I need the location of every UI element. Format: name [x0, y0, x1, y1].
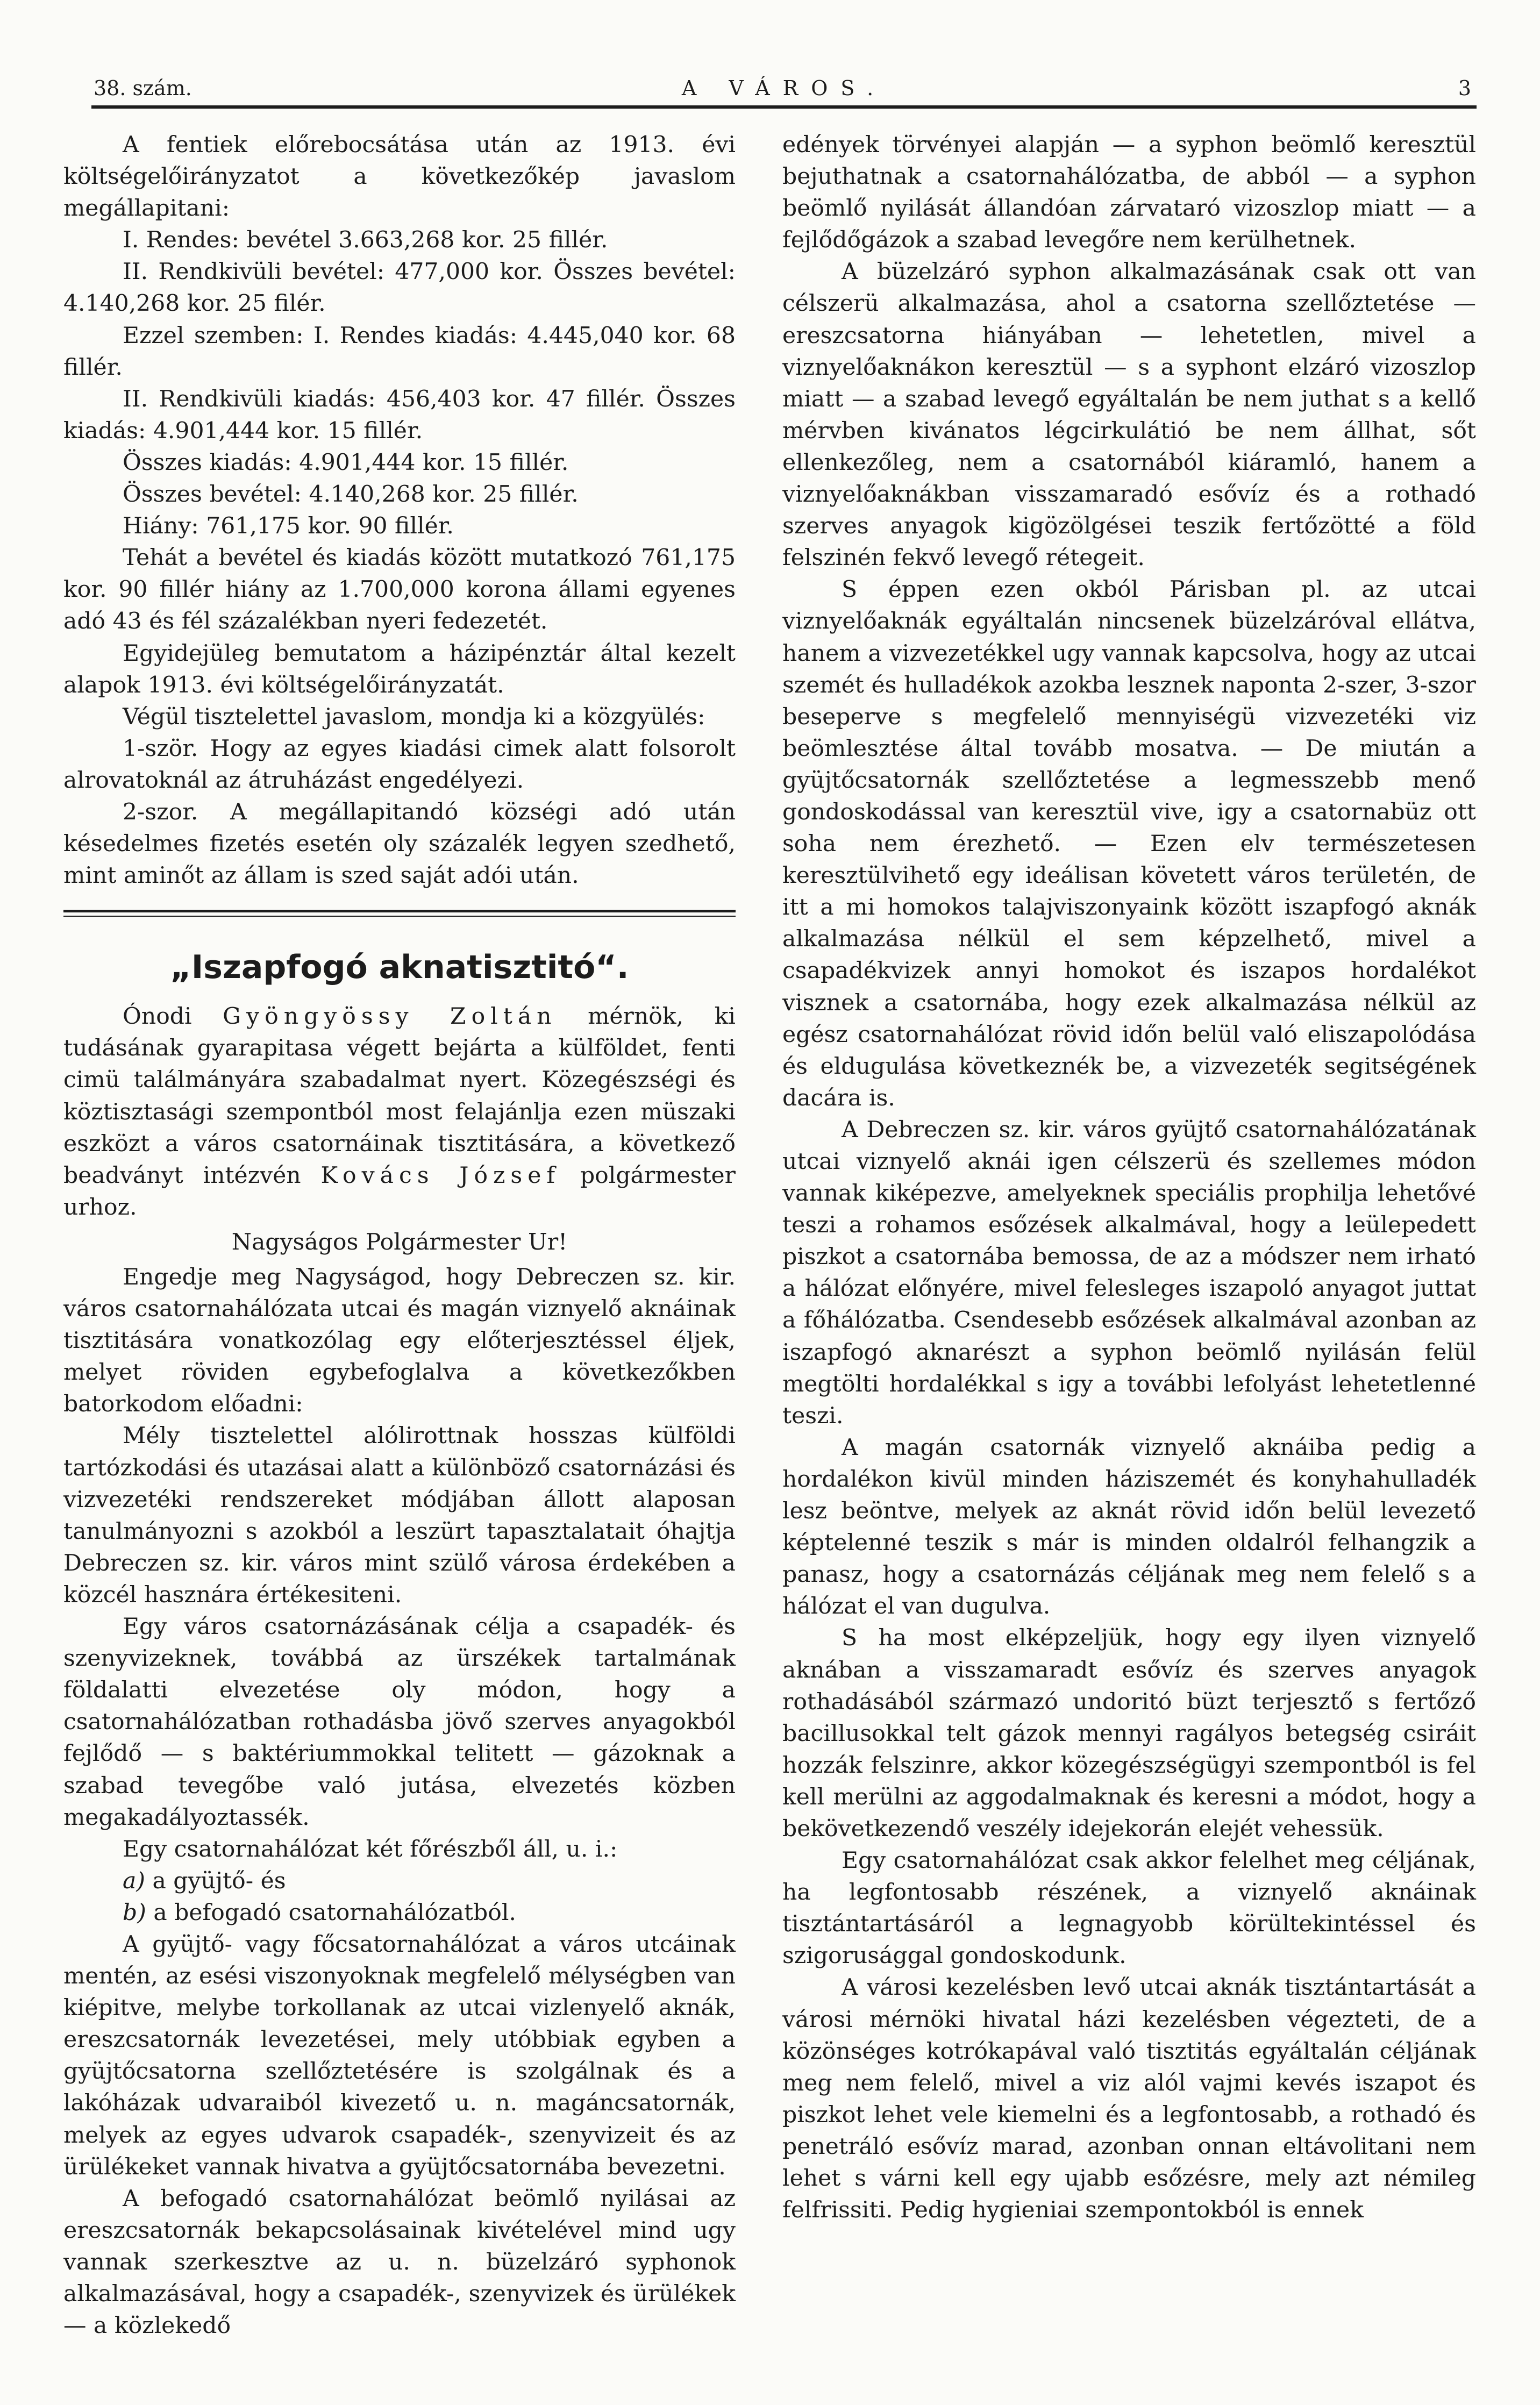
lead-text: Ónodi — [123, 1003, 192, 1030]
paragraph: A befogadó csatornahálózat beömlő nyilásai az ereszcsatornák bekapcsolásainak kivételével mind ugy vannak szerkesztve az u. n. büzelzáró syphonok alkalmazásával, hogy a csapadék-, szenyvizek és ürülékek — a közlekedő — [63, 2185, 736, 2339]
paragraph: Tehát a bevétel és kiadás között mutatkozó 761,175 kor. 90 fillér hiány az 1.700,000 korona állami egyenes adó 43 és fél százalékban nyeri fedezetét. — [63, 545, 736, 635]
paragraph: Egy város csatornázásának célja a csapadék- és szenyvizeknek, továbbá az ürszékek tartalmának földalatti elvezetése oly módon, hogy a csatornahálózatban rothadásba jövő szerves anyagokból fejlődő — s baktériummokkal telitett — gázoknak a szabad tevegőbe való jutása, elvezetés közben megakadályoztassék. — [63, 1614, 736, 1831]
budget-line: Összes bevétel: 4.140,268 kor. 25 fillér. — [123, 481, 579, 508]
newspaper-title: A VÁROS. — [681, 76, 887, 100]
paragraph: 1-ször. Hogy az egyes kiadási cimek alatt folsorolt alrovatoknál az átruházást engedélyezi. — [63, 735, 736, 794]
budget-line: Ezzel szemben: I. Rendes kiadás: 4.445,040 kor. 68 fillér. — [63, 322, 736, 381]
paragraph: Egyidejüleg bemutatom a házipénztár által kezelt alapok 1913. évi költségelőirányzatát. — [63, 640, 736, 698]
list-label: a) — [123, 1867, 145, 1894]
paragraph: Egy csatornahálózat két főrészből áll, u. i.: — [123, 1836, 618, 1862]
list-item — [63, 1865, 736, 1897]
budget-line: Hiány: 761,175 kor. 90 fillér. — [123, 513, 454, 540]
paragraph: A büzelzáró syphon alkalmazásának csak ott van célszerü alkalmazása, ahol a csatorna szellőztetése — ereszcsatorna hiányában — lehetetlen, mivel a viznyelőaknákon keresztül — s a syphont elzáró vizoszlop miatt — a szabad levegő egyáltalán be nem juthat s a kellő mérvben kivánatos légcirkulátió be nem állhat, sőt ellenkezőleg, nem a csatornából kiáramló, hanem a viznyelőaknákban visszamaradó esővíz és a rothadó szerves anyagok kigözölgései teszik fertőzötté a föld felszinén fekvő levegő rétegeit. — [782, 259, 1476, 572]
budget-line: I. Rendes: bevétel 3.663,268 kor. 25 fillér. — [123, 227, 608, 254]
page-header — [91, 70, 1477, 109]
list-text: a gyüjtő- és — [152, 1867, 286, 1894]
lead-text: polgármester urhoz. — [63, 1162, 736, 1221]
budget-line: II. Rendkivüli bevétel: 477,000 kor. Összes bevétel: 4.140,268 kor. 25 filér. — [63, 259, 736, 317]
paragraph: Egy csatornahálózat csak akkor felelhet meg céljának, ha legfontosabb részének, a viznyelő aknáinak tisztántartásáról a legnagyobb körültekintéssel és szigorusággal gondoskodunk. — [782, 1847, 1476, 1969]
lead-text: mérnök, ki tudásának gyarapitasa végett bejárta a külföldet, fenti cimü találmányára szabadalmat nyert. Közegészségi és köztisztasági szempontból most felajánlja ezen müszaki eszközt a város csatornáinak tisztitására, a következő beadványt intézvén — [63, 1003, 736, 1189]
section-divider — [63, 910, 736, 917]
budget-line: Összes kiadás: 4.901,444 kor. 15 fillér. — [123, 449, 569, 476]
paragraph: Mély tisztelettel alólirottnak hosszas külföldi tartózkodási és utazásai alatt a különböző csatornázási és vizvezetéki rendszereket módjában állott alaposan tanulmányozni s azokból a leszürt tapasztalatait óhajtja Debreczen sz. kir. város mint szülő városa érdekében a közcél hasznára értékesiteni. — [63, 1423, 736, 1608]
paragraph: A Debreczen sz. kir. város gyüjtő csatornahálózatának utcai viznyelő aknái igen célszerü és szellemes módon vannak kiképezve, amelyeknek speciális prophilja lehetővé teszi a rohamos esőzések alkalmával, hogy a leülepedett piszkot a csatornába bemossa, de az a módszer nem irható a hálózat előnyére, mivel felesleges iszapoló anyagot juttat a főhálózatba. Csendesebb esőzések alkalmával azonban az iszapfogó aknarészt a syphon beömlő nyilásán felül megtölti hordalékkal s igy a további lefolyást lehetetlenné teszi. — [782, 1116, 1476, 1429]
paragraph: A gyüjtő- vagy főcsatornahálózat a város utcáinak mentén, az esési viszonyoknak megfelelő mélységben van kiépitve, melybe torkollanak az utcai vizlenyelő aknák, ereszcsatornák levezetései, mely utóbbiak egyben a gyüjtőcsatorna szellőztetésére is szolgálnak és a lakóházak udvaraiból kivezető u. n. magáncsatornák, melyek az egyes udvarok csapadék-, szenyvizeit és az ürülékeket vannak hivatva a gyüjtőcsatornába bevezetni. — [63, 1931, 736, 2180]
budget-line: II. Rendkivüli kiadás: 456,403 kor. 47 fillér. Összes kiadás: 4.901,444 kor. 15 fillér. — [63, 386, 736, 444]
paragraph: S éppen ezen okból Párisban pl. az utcai viznyelőaknák egyáltalán nincsenek büzelzáróval ellátva, hanem a vizvezetékkel ugy vannak kapcsolva, hogy az utcai szemét és hulladékok azokba lesznek naponta 2-szer, 3-szor beseperve s megfelelő mennyiségü vizvezetéki viz beömlesztése által tovább mosatva. — De miután a gyüjtőcsatornák szellőztetése a legmesszebb menő gondoskodással van keresztül vive, igy a csatornabüz ott soha nem érezhető. — Ezen elv természetesen keresztülvihető egy ideálisan követett város területén, de itt a mi homokos talajviszonyaink között iszapfogó aknák alkalmazása nélkül el sem képzelhető, mivel a csapadékvizek annyi homokot és iszapos hordalékot visznek a csatornába, hogy ezek alkalmazása nélkül az egész csatornahálózat rövid időn belül való eliszapolódása és eldugulása következnék be, a vizvezeték segitségének dacára is. — [782, 576, 1476, 1111]
list-item — [63, 1897, 736, 1929]
paragraph: 2-szor. A megállapitandó községi adó után késedelmes fizetés esetén oly százalék legyen szedhető, mint aminőt az állam is szed saját adói után. — [63, 798, 736, 889]
paragraph: A magán csatornák viznyelő aknáiba pedig a hordalékon kivül minden háziszemét és konyhahulladék lesz beöntve, melyek az aknát rövid időn belül levezető képtelenné teszik s már is minden oldalról felhangzik a panasz, hogy a csatornázás céljának meg nem felelő s a hálózat el van dugulva. — [782, 1434, 1476, 1620]
salutation: Nagyságos Polgármester Ur! — [231, 1229, 568, 1255]
page-number: 3 — [1458, 76, 1471, 100]
paragraph: Engedje meg Nagyságod, hogy Debreczen sz. kir. város csatornahálózata utcai és magán viznyelő aknáinak tisztitására vonatkozólag egy előterjesztéssel éljek, melyet röviden egybefoglalva a következőkben batorkodom előadni: — [63, 1264, 736, 1418]
mayor-name: Kovács József — [320, 1162, 561, 1189]
paragraph: A városi kezelésben levő utcai aknák tisztántartását a városi mérnöki hivatal házi kezelésben végezteti, de a közönséges kotrókapával való tisztitás egyáltalán céljának meg nem felelő, mivel a viz alól vajmi kevés iszapot és piszkot lehet vele kiemelni és a legfontosabb, a rothadó és penetráló esővíz marad, azonban onnan eltávolitani nem lehet s várni kell egy ujabb esőzésre, mely azt némileg felfrissiti. Pedig hygieniai szempontokból is ennek — [782, 1974, 1476, 2224]
left-column — [63, 129, 736, 2342]
paragraph: Végül tisztelettel javaslom, mondja ki a közgyülés: — [123, 703, 705, 730]
budget-intro: A fentiek előrebocsátása után az 1913. évi költségelőirányzatot a következőkép javaslom megállapitani: — [63, 132, 736, 222]
article-title: „Iszapfogó aknatisztitó“. — [170, 948, 629, 987]
paragraph: S ha most elképzeljük, hogy egy ilyen viznyelő aknában a visszamaradt esővíz és szerves anyagok rothadásából származó undoritó büzt terjesztő s fertőző bacillusokkal telt gázok mennyi ragályos betegség csiráit hozzák felszinre, akkor közegészségügyi szempontból is fel kell merülni az aggodalmaknak és keresni a módot, hogy a bekövetkezendő veszély idejekorán elejét vehessük. — [782, 1625, 1476, 1842]
author-name: Gyöngyössy Zoltán — [223, 1003, 557, 1030]
list-text: a befogadó csatornahálózatból. — [153, 1899, 516, 1926]
article-lead — [63, 1001, 736, 1223]
issue-number: 38. szám. — [94, 76, 192, 100]
list-label: b) — [123, 1899, 146, 1926]
right-column — [782, 129, 1476, 2226]
paragraph: edények törvényei alapján — a syphon beömlő keresztül bejuthatnak a csatornahálózatba, de abból — a syphon beömlő nyilását állandóan zárvataró vizoszlop miatt — a fejlődőgázok a szabad levegőre nem kerülhetnek. — [782, 132, 1476, 254]
